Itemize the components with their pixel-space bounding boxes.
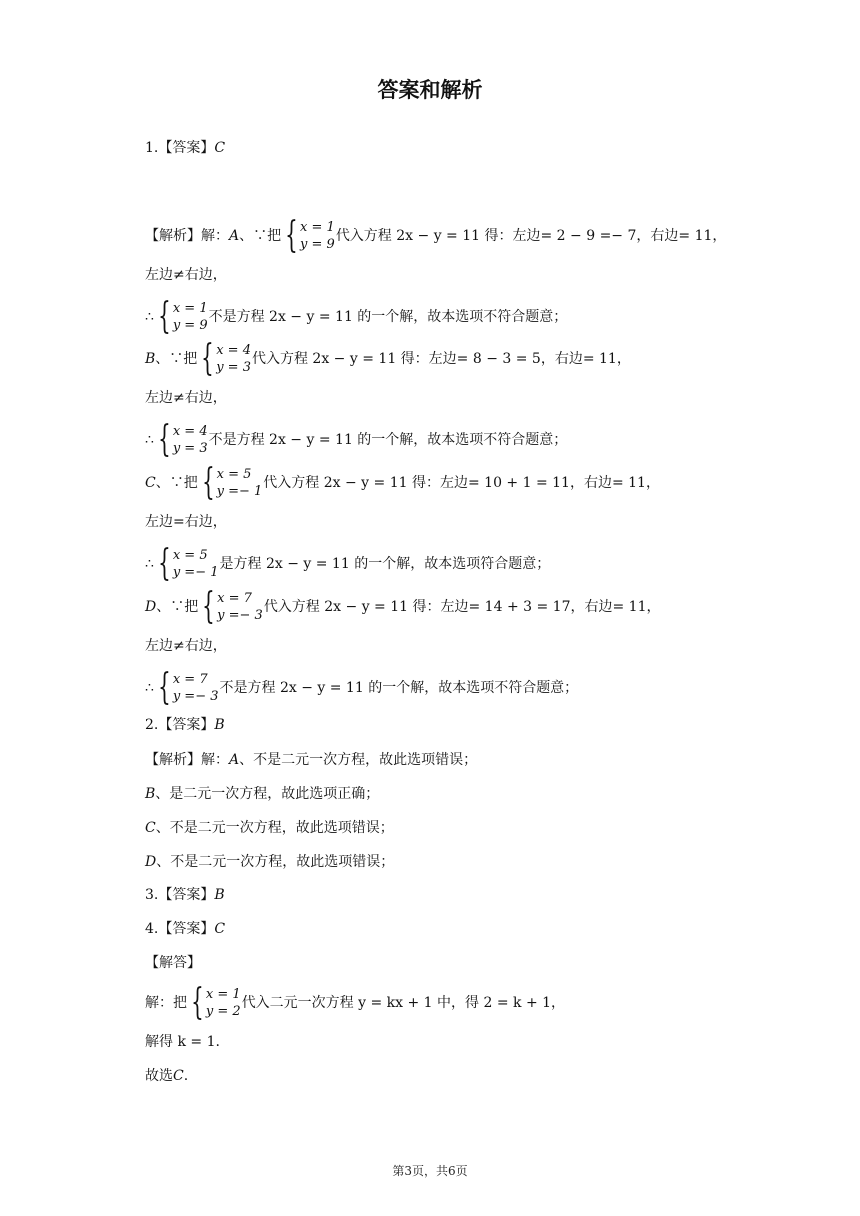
equation-row: y =− 3 <box>172 689 219 704</box>
equation-system <box>155 296 208 337</box>
line-text: 不是方程 2x − y = 11 的一个解，故本选项不符合题意； <box>208 309 568 325</box>
line-text: 代入方程 2x − y = 11 得：左边= 14 + 3 = 17，右边= 11， <box>263 599 661 615</box>
equation-row: x = 4 <box>216 343 251 358</box>
option-letter: C <box>214 921 226 937</box>
equation-row: y = 3 <box>216 360 251 375</box>
text-line <box>145 420 745 460</box>
line-text: 1.【答案】 <box>145 140 215 156</box>
line-text: 、是二元一次方程，故此选项正确； <box>155 786 380 802</box>
equation-row: x = 4 <box>172 424 208 439</box>
left-brace-icon: { <box>201 338 215 379</box>
equation-system <box>155 419 208 460</box>
line-text: 3.【答案】 <box>145 887 215 903</box>
option-letter: A <box>229 752 240 768</box>
line-text: 、不是二元一次方程，故此选项错误； <box>155 820 394 836</box>
line-text: 代入方程 2x − y = 11 得：左边= 10 + 1 = 11，右边= 11， <box>263 475 660 491</box>
text-line <box>145 255 745 295</box>
option-letter: C <box>214 140 226 156</box>
equation-rows <box>217 466 263 500</box>
text-line <box>145 668 745 708</box>
text-line <box>145 502 745 542</box>
equation-rows <box>300 219 335 253</box>
equation-row: y = 9 <box>172 318 208 333</box>
equation-system <box>155 667 219 708</box>
equation-system <box>199 462 263 503</box>
page-footer: 第3页，共6页 <box>392 1164 468 1178</box>
option-letter: C <box>173 1068 184 1084</box>
text-line <box>145 378 745 418</box>
line-text: 【解析】解： <box>145 228 229 244</box>
option-letter: B <box>145 351 156 367</box>
line-text: ∴ <box>145 680 154 696</box>
equation-row: x = 7 <box>217 591 252 606</box>
line-text: 解：把 <box>145 995 187 1011</box>
line-text: 左边≠右边， <box>145 267 227 283</box>
line-text: 2.【答案】 <box>145 717 215 733</box>
equation-row: y = 9 <box>300 237 335 252</box>
option-letter: B <box>214 887 225 903</box>
equation-row: x = 1 <box>172 301 208 316</box>
line-text: 解得 k = 1. <box>145 1034 220 1050</box>
page-title: 答案和解析 <box>377 78 483 102</box>
option-letter: C <box>145 820 156 836</box>
text-line <box>145 339 745 379</box>
line-text: ∴ <box>145 432 154 448</box>
left-brace-icon: { <box>158 296 171 337</box>
equation-row: y =− 3 <box>217 608 263 623</box>
line-text: ∴ <box>145 309 154 325</box>
equation-system <box>198 338 251 379</box>
line-text: 、不是二元一次方程，故此选项错误； <box>239 752 478 768</box>
equation-system <box>188 982 241 1023</box>
text-line <box>145 587 745 627</box>
line-text: . <box>183 1068 189 1084</box>
line-text: 、∵把 <box>239 228 282 244</box>
option-letter: A <box>229 228 240 244</box>
text-line <box>145 216 745 256</box>
equation-row: x = 7 <box>172 672 208 687</box>
text-line <box>145 297 745 337</box>
equation-system <box>199 586 263 627</box>
line-text: 4.【答案】 <box>145 921 215 937</box>
text-line <box>145 544 745 584</box>
option-letter: B <box>145 786 156 802</box>
line-text: 代入方程 2x − y = 11 得：左边= 2 − 9 =− 7，右边= 11， <box>335 228 727 244</box>
equation-system <box>282 215 335 256</box>
line-text: 左边≠右边， <box>145 638 227 654</box>
equation-rows <box>173 671 219 705</box>
left-brace-icon: { <box>202 586 215 627</box>
equation-row: y = 2 <box>205 1004 241 1019</box>
equation-rows <box>173 547 219 581</box>
left-brace-icon: { <box>285 215 298 256</box>
equation-row: y =− 1 <box>172 565 219 580</box>
equation-row: x = 5 <box>172 548 208 563</box>
left-brace-icon: { <box>201 462 215 503</box>
left-brace-icon: { <box>158 419 171 460</box>
equation-row: x = 1 <box>205 987 241 1002</box>
left-brace-icon: { <box>191 982 204 1023</box>
line-text: 【解析】解： <box>145 752 229 768</box>
line-text: 左边≠右边， <box>145 390 227 406</box>
line-text: 、∵把 <box>155 351 198 367</box>
text-line <box>145 943 745 983</box>
equation-row: x = 1 <box>300 220 335 235</box>
text-line <box>145 705 745 745</box>
equation-rows <box>216 342 251 376</box>
line-text: 左边=右边， <box>145 514 227 530</box>
equation-rows <box>173 423 208 457</box>
line-text: 代入方程 2x − y = 11 得：左边= 8 − 3 = 5，右边= 11， <box>251 351 631 367</box>
text-line <box>145 983 745 1023</box>
line-text: 、不是二元一次方程，故此选项错误； <box>156 854 395 870</box>
equation-system <box>155 543 219 584</box>
equation-row: x = 5 <box>216 467 252 482</box>
option-letter: B <box>214 717 225 733</box>
line-text: 、∵把 <box>155 475 198 491</box>
line-text: 不是方程 2x − y = 11 的一个解，故本选项不符合题意； <box>208 432 568 448</box>
equation-row: y =− 1 <box>216 484 263 499</box>
line-text: 是方程 2x − y = 11 的一个解，故本选项符合题意； <box>219 556 551 572</box>
text-line <box>145 128 745 168</box>
line-text: 【解答】 <box>145 955 201 971</box>
line-text: 故选 <box>145 1068 173 1084</box>
left-brace-icon: { <box>158 543 171 584</box>
option-letter: D <box>145 599 157 615</box>
line-text: 不是方程 2x − y = 11 的一个解，故本选项不符合题意； <box>219 680 579 696</box>
text-line <box>145 1056 745 1096</box>
equation-rows <box>206 986 241 1020</box>
equation-rows <box>217 590 263 624</box>
text-line <box>145 626 745 666</box>
line-text: 、∵把 <box>156 599 199 615</box>
line-text: ∴ <box>145 556 154 572</box>
equation-row: y = 3 <box>172 441 208 456</box>
option-letter: D <box>145 854 157 870</box>
left-brace-icon: { <box>158 667 171 708</box>
equation-rows <box>173 300 208 334</box>
option-letter: C <box>145 475 156 491</box>
line-text: 代入二元一次方程 y = kx + 1 中，得 2 = k + 1， <box>241 995 566 1011</box>
text-line <box>145 463 745 503</box>
